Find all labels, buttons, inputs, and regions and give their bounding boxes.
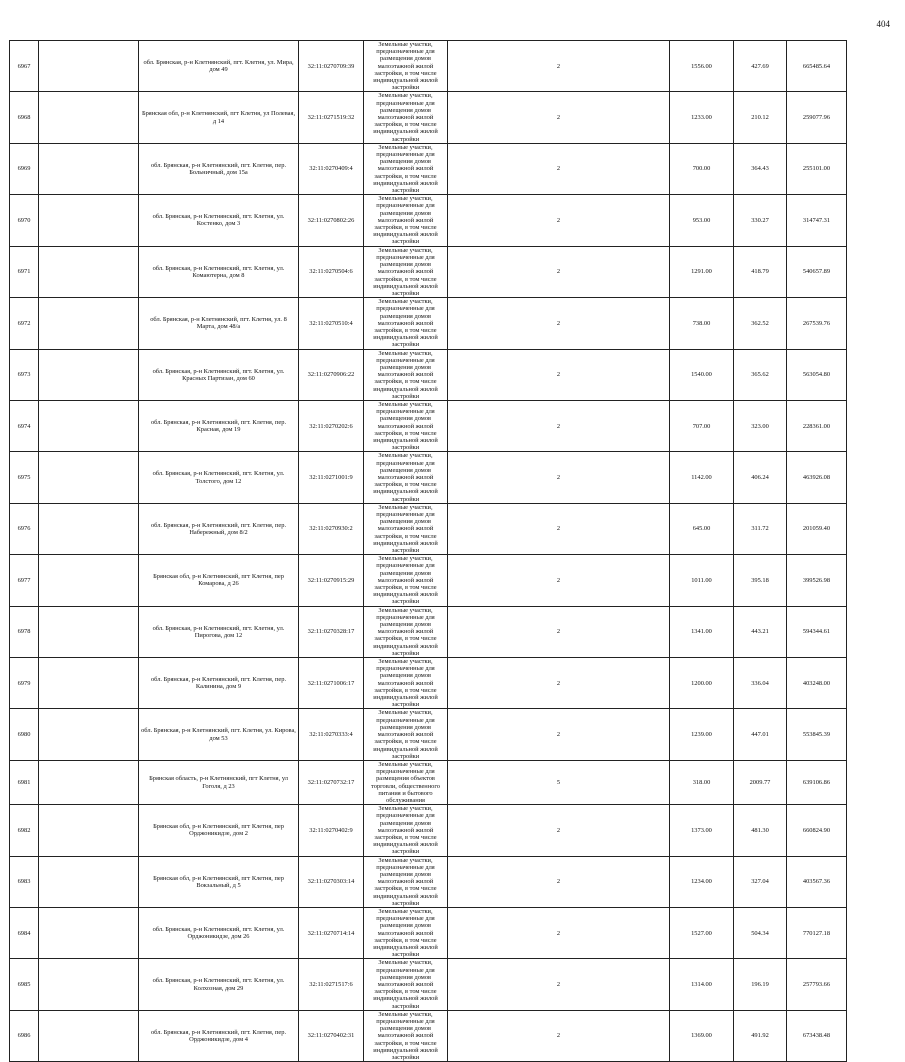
group-cell: 2 [448, 907, 670, 958]
permitted-use-cell: Земельные участки, предназначенные для размещения домов малоэтажной жилой застройки, в том числе индивидуальной жилой застройки [364, 195, 448, 246]
address-cell: Брянская область, р-н Клетнянский, пгт Клетня, ул Гоголя, д 23 [139, 760, 299, 804]
permitted-use-cell: Земельные участки, предназначенные для размещения домов малоэтажной жилой застройки, в том числе индивидуальной жилой застройки [364, 555, 448, 606]
cadastral-value-cell: 540657.89 [787, 246, 847, 297]
spacer-cell [39, 1010, 139, 1061]
cadastral-value-cell: 403248.00 [787, 658, 847, 709]
table-row [10, 246, 884, 297]
row-number-cell: 6974 [10, 400, 39, 451]
permitted-use-cell: Земельные участки, предназначенные для размещения домов малоэтажной жилой застройки, в том числе индивидуальной жилой застройки [364, 658, 448, 709]
group-cell: 2 [448, 503, 670, 554]
address-cell: Брянская обл, р-н Клетнянский, пгт Клетня, пер Орджоникидзе, дом 2 [139, 805, 299, 856]
cadastral-value-cell: 399526.98 [787, 555, 847, 606]
address-cell: обл. Брянская, р-н Клетнянский, пгт. Клетня, ул. Толстого, дом 12 [139, 452, 299, 503]
cadastral-number-cell: 32:11:0271001:9 [299, 452, 364, 503]
cadastral-value-cell: 201059.40 [787, 503, 847, 554]
permitted-use-cell: Земельные участки, предназначенные для размещения домов малоэтажной жилой застройки, в том числе индивидуальной жилой застройки [364, 143, 448, 194]
group-cell: 2 [448, 92, 670, 143]
spacer-cell [39, 400, 139, 451]
table-body [10, 41, 884, 1062]
spacer-cell [39, 760, 139, 804]
specific-value-cell: 418.79 [734, 246, 787, 297]
area-cell: 1233.00 [670, 92, 734, 143]
spacer-cell [39, 555, 139, 606]
cadastral-number-cell: 32:11:0270915:29 [299, 555, 364, 606]
table-row [10, 907, 884, 958]
permitted-use-cell: Земельные участки, предназначенные для размещения домов малоэтажной жилой застройки, в том числе индивидуальной жилой застройки [364, 805, 448, 856]
row-number-cell: 6968 [10, 92, 39, 143]
address-cell: обл. Брянская, р-н Клетнянский, пгт. Клетня, ул. Красных Партизан, дом 60 [139, 349, 299, 400]
address-cell: Брянская обл, р-н Клетнянский, пгт Клетня, пер Вокзальный, д 5 [139, 856, 299, 907]
row-number-cell: 6978 [10, 606, 39, 657]
address-cell: обл. Брянская, р-н Клетнянский, пгт. Клетня, пер. Красная, дом 19 [139, 400, 299, 451]
cadastral-number-cell: 32:11:0270409:4 [299, 143, 364, 194]
specific-value-cell: 323.00 [734, 400, 787, 451]
specific-value-cell: 362.52 [734, 298, 787, 349]
group-cell: 2 [448, 1010, 670, 1061]
area-cell: 1314.00 [670, 959, 734, 1010]
specific-value-cell: 491.92 [734, 1010, 787, 1061]
cadastral-number-cell: 32:11:0271006:17 [299, 658, 364, 709]
cadastral-value-cell: 660824.90 [787, 805, 847, 856]
row-number-cell: 6983 [10, 856, 39, 907]
spacer-cell [39, 709, 139, 760]
row-number-cell: 6976 [10, 503, 39, 554]
permitted-use-cell: Земельные участки, предназначенные для размещения объектов торговли, общественного питания и бытового обслуживания [364, 760, 448, 804]
address-cell: Брянская обл, р-н Клетнянский, пгт Клетня, ул Полевая, д 14 [139, 92, 299, 143]
row-number-cell: 6975 [10, 452, 39, 503]
area-cell: 645.00 [670, 503, 734, 554]
row-number-cell: 6967 [10, 41, 39, 92]
table-row [10, 606, 884, 657]
spacer-cell [39, 246, 139, 297]
table-row [10, 143, 884, 194]
table-row [10, 760, 884, 804]
table-row [10, 298, 884, 349]
group-cell: 2 [448, 400, 670, 451]
table-row [10, 959, 884, 1010]
group-cell: 2 [448, 856, 670, 907]
group-cell: 2 [448, 606, 670, 657]
spacer-cell [39, 658, 139, 709]
group-cell: 2 [448, 349, 670, 400]
table-row [10, 92, 884, 143]
row-number-cell: 6970 [10, 195, 39, 246]
row-number-cell: 6979 [10, 658, 39, 709]
group-cell: 2 [448, 555, 670, 606]
row-number-cell: 6984 [10, 907, 39, 958]
specific-value-cell: 196.19 [734, 959, 787, 1010]
permitted-use-cell: Земельные участки, предназначенные для размещения домов малоэтажной жилой застройки, в том числе индивидуальной жилой застройки [364, 959, 448, 1010]
area-cell: 1369.00 [670, 1010, 734, 1061]
cadastral-number-cell: 32:11:0270328:17 [299, 606, 364, 657]
specific-value-cell: 481.30 [734, 805, 787, 856]
specific-value-cell: 364.43 [734, 143, 787, 194]
area-cell: 700.00 [670, 143, 734, 194]
address-cell: обл. Брянская, р-н Клетнянский, пгт. Клетня, пер. Набережный, дом 8/2 [139, 503, 299, 554]
cadastral-number-cell: 32:11:0270930:2 [299, 503, 364, 554]
cadastral-number-cell: 32:11:0270906:22 [299, 349, 364, 400]
spacer-cell [39, 349, 139, 400]
cadastral-value-cell: 255101.00 [787, 143, 847, 194]
area-cell: 1239.00 [670, 709, 734, 760]
cadastral-number-cell: 32:11:0270709:39 [299, 41, 364, 92]
area-cell: 1540.00 [670, 349, 734, 400]
group-cell: 2 [448, 246, 670, 297]
address-cell: обл. Брянская, р-н Клетнянский, пгт. Клетня, пер. Больничный, дом 15а [139, 143, 299, 194]
cadastral-number-cell: 32:11:0270333:4 [299, 709, 364, 760]
address-cell: обл. Брянская, р-н Клетнянский, пгт. Клетня, ул. Мира, дом 49 [139, 41, 299, 92]
row-number-cell: 6973 [10, 349, 39, 400]
cadastral-number-cell: 32:11:0270402:31 [299, 1010, 364, 1061]
area-cell: 1341.00 [670, 606, 734, 657]
spacer-cell [39, 606, 139, 657]
group-cell: 5 [448, 760, 670, 804]
permitted-use-cell: Земельные участки, предназначенные для размещения домов малоэтажной жилой застройки, в том числе индивидуальной жилой застройки [364, 41, 448, 92]
cadastral-number-cell: 32:11:0271519:32 [299, 92, 364, 143]
area-cell: 1142.00 [670, 452, 734, 503]
permitted-use-cell: Земельные участки, предназначенные для размещения домов малоэтажной жилой застройки, в том числе индивидуальной жилой застройки [364, 709, 448, 760]
cadastral-value-cell: 228361.00 [787, 400, 847, 451]
cadastral-number-cell: 32:11:0271517:6 [299, 959, 364, 1010]
cadastral-value-cell: 673438.48 [787, 1010, 847, 1061]
cadastral-number-cell: 32:11:0270202:6 [299, 400, 364, 451]
specific-value-cell: 210.12 [734, 92, 787, 143]
spacer-cell [39, 907, 139, 958]
specific-value-cell: 365.62 [734, 349, 787, 400]
specific-value-cell: 443.21 [734, 606, 787, 657]
specific-value-cell: 395.18 [734, 555, 787, 606]
table-row [10, 856, 884, 907]
address-cell: обл. Брянская, р-н Клетнянский, пгт. Клетня, пер. Калинина, дом 9 [139, 658, 299, 709]
spacer-cell [39, 298, 139, 349]
table-row [10, 503, 884, 554]
spacer-cell [39, 143, 139, 194]
address-cell: обл. Брянская, р-н Клетнянский, пгт. Клетня, ул. Орджоникидзе, дом 26 [139, 907, 299, 958]
group-cell: 2 [448, 298, 670, 349]
cadastral-value-cell: 463926.08 [787, 452, 847, 503]
group-cell: 2 [448, 959, 670, 1010]
table-row [10, 805, 884, 856]
cadastral-number-cell: 32:11:0270802:26 [299, 195, 364, 246]
area-cell: 953.00 [670, 195, 734, 246]
spacer-cell [39, 959, 139, 1010]
specific-value-cell: 327.04 [734, 856, 787, 907]
permitted-use-cell: Земельные участки, предназначенные для размещения домов малоэтажной жилой застройки, в том числе индивидуальной жилой застройки [364, 907, 448, 958]
address-cell: обл. Брянская, р-н Клетнянский, пгт. Клетня, ул. Кирова, дом 53 [139, 709, 299, 760]
group-cell: 2 [448, 143, 670, 194]
cadastral-value-table [9, 40, 884, 1062]
cadastral-value-cell: 553845.39 [787, 709, 847, 760]
group-cell: 2 [448, 709, 670, 760]
group-cell: 2 [448, 805, 670, 856]
table-row [10, 195, 884, 246]
specific-value-cell: 336.04 [734, 658, 787, 709]
area-cell: 1234.00 [670, 856, 734, 907]
cadastral-value-cell: 563054.80 [787, 349, 847, 400]
permitted-use-cell: Земельные участки, предназначенные для размещения домов малоэтажной жилой застройки, в том числе индивидуальной жилой застройки [364, 1010, 448, 1061]
cadastral-value-cell: 257793.66 [787, 959, 847, 1010]
spacer-cell [39, 805, 139, 856]
address-cell: обл. Брянская, р-н Клетнянский, пгт. Клетня, ул. Пирогова, дом 12 [139, 606, 299, 657]
cadastral-number-cell: 32:11:0270510:4 [299, 298, 364, 349]
area-cell: 1556.00 [670, 41, 734, 92]
specific-value-cell: 427.69 [734, 41, 787, 92]
address-cell: Брянская обл, р-н Клетнянский, пгт Клетня, пер Комарова, д 26 [139, 555, 299, 606]
table-row [10, 1010, 884, 1061]
group-cell: 2 [448, 41, 670, 92]
area-cell: 1373.00 [670, 805, 734, 856]
group-cell: 2 [448, 658, 670, 709]
cadastral-number-cell: 32:11:0270504:6 [299, 246, 364, 297]
spacer-cell [39, 92, 139, 143]
group-cell: 2 [448, 195, 670, 246]
cadastral-value-cell: 267539.76 [787, 298, 847, 349]
row-number-cell: 6980 [10, 709, 39, 760]
row-number-cell: 6969 [10, 143, 39, 194]
table-row [10, 349, 884, 400]
area-cell: 1011.00 [670, 555, 734, 606]
cadastral-number-cell: 32:11:0270714:14 [299, 907, 364, 958]
specific-value-cell: 330.27 [734, 195, 787, 246]
cadastral-value-cell: 639106.86 [787, 760, 847, 804]
address-cell: обл. Брянская, р-н Клетнянский, пгт. Клетня, ул. 8 Марта, дом 48/а [139, 298, 299, 349]
permitted-use-cell: Земельные участки, предназначенные для размещения домов малоэтажной жилой застройки, в том числе индивидуальной жилой застройки [364, 452, 448, 503]
permitted-use-cell: Земельные участки, предназначенные для размещения домов малоэтажной жилой застройки, в том числе индивидуальной жилой застройки [364, 298, 448, 349]
row-number-cell: 6981 [10, 760, 39, 804]
spacer-cell [39, 503, 139, 554]
table-row [10, 41, 884, 92]
area-cell: 738.00 [670, 298, 734, 349]
permitted-use-cell: Земельные участки, предназначенные для размещения домов малоэтажной жилой застройки, в том числе индивидуальной жилой застройки [364, 503, 448, 554]
group-cell: 2 [448, 452, 670, 503]
cadastral-value-cell: 665485.64 [787, 41, 847, 92]
specific-value-cell: 2009.77 [734, 760, 787, 804]
cadastral-value-cell: 770127.18 [787, 907, 847, 958]
area-cell: 1200.00 [670, 658, 734, 709]
permitted-use-cell: Земельные участки, предназначенные для размещения домов малоэтажной жилой застройки, в том числе индивидуальной жилой застройки [364, 349, 448, 400]
area-cell: 1291.00 [670, 246, 734, 297]
address-cell: обл. Брянская, р-н Клетнянский, пгт. Клетня, ул. Костенко, дом 3 [139, 195, 299, 246]
spacer-cell [39, 452, 139, 503]
cadastral-value-cell: 314747.31 [787, 195, 847, 246]
table-row [10, 709, 884, 760]
table-row [10, 452, 884, 503]
row-number-cell: 6985 [10, 959, 39, 1010]
cadastral-value-cell: 594344.61 [787, 606, 847, 657]
row-number-cell: 6982 [10, 805, 39, 856]
cadastral-number-cell: 32:11:0270732:17 [299, 760, 364, 804]
permitted-use-cell: Земельные участки, предназначенные для размещения домов малоэтажной жилой застройки, в том числе индивидуальной жилой застройки [364, 92, 448, 143]
page-number: 404 [876, 19, 890, 29]
spacer-cell [39, 856, 139, 907]
specific-value-cell: 406.24 [734, 452, 787, 503]
row-number-cell: 6972 [10, 298, 39, 349]
cadastral-value-cell: 259077.96 [787, 92, 847, 143]
row-number-cell: 6971 [10, 246, 39, 297]
specific-value-cell: 504.34 [734, 907, 787, 958]
spacer-cell [39, 195, 139, 246]
cadastral-value-cell: 403567.36 [787, 856, 847, 907]
permitted-use-cell: Земельные участки, предназначенные для размещения домов малоэтажной жилой застройки, в том числе индивидуальной жилой застройки [364, 246, 448, 297]
table-row [10, 400, 884, 451]
area-cell: 1527.00 [670, 907, 734, 958]
area-cell: 318.00 [670, 760, 734, 804]
cadastral-number-cell: 32:11:0270303:14 [299, 856, 364, 907]
area-cell: 707.00 [670, 400, 734, 451]
address-cell: обл. Брянская, р-н Клетнянский, пгт. Клетня, пер. Орджоникидзе, дом 4 [139, 1010, 299, 1061]
cadastral-number-cell: 32:11:0270402:9 [299, 805, 364, 856]
address-cell: обл. Брянская, р-н Клетнянский, пгт. Клетня, ул. Колхозная, дом 29 [139, 959, 299, 1010]
specific-value-cell: 311.72 [734, 503, 787, 554]
table-row [10, 555, 884, 606]
address-cell: обл. Брянская, р-н Клетнянский, пгт. Клетня, ул. Комаютерна, дом 8 [139, 246, 299, 297]
specific-value-cell: 447.01 [734, 709, 787, 760]
table-row [10, 658, 884, 709]
permitted-use-cell: Земельные участки, предназначенные для размещения домов малоэтажной жилой застройки, в том числе индивидуальной жилой застройки [364, 606, 448, 657]
permitted-use-cell: Земельные участки, предназначенные для размещения домов малоэтажной жилой застройки, в том числе индивидуальной жилой застройки [364, 400, 448, 451]
row-number-cell: 6986 [10, 1010, 39, 1061]
permitted-use-cell: Земельные участки, предназначенные для размещения домов малоэтажной жилой застройки, в том числе индивидуальной жилой застройки [364, 856, 448, 907]
spacer-cell [39, 41, 139, 92]
row-number-cell: 6977 [10, 555, 39, 606]
